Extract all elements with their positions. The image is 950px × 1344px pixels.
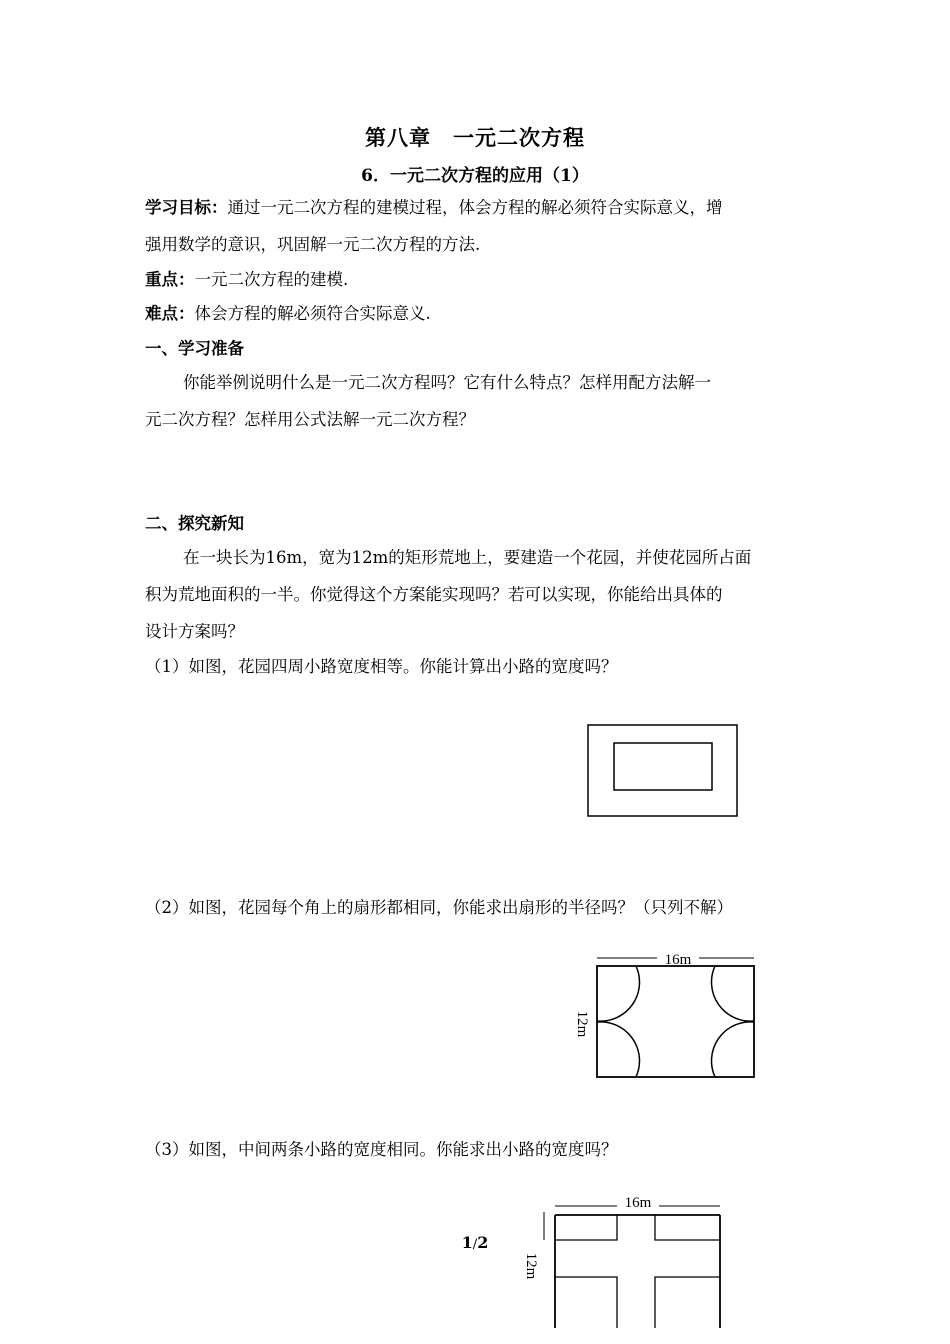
figure2-sector-top-left	[597, 966, 640, 1021]
question-2: （2）如图，花园每个角上的扇形都相同，你能求出扇形的半径吗？（只列不解）	[145, 898, 733, 917]
figure3-width-label: 12m	[523, 1252, 539, 1280]
figure-corner-sectors	[560, 945, 760, 1080]
page-title: 第八章 一元二次方程	[365, 125, 585, 150]
section2-para-1: 在一块长为16m，宽为12m的矩形荒地上，要建造一个花园，并使花园所占面	[183, 548, 752, 567]
section1-para-1: 你能举例说明什么是一元二次方程吗？它有什么特点？怎样用配方法解一	[183, 373, 711, 392]
figure2-width-label: 12m	[574, 1010, 590, 1038]
section1-para-2: 元二次方程？怎样用公式法解一元二次方程？	[145, 410, 475, 429]
figure2-sector-bottom-right	[711, 1022, 754, 1077]
page-separator: /	[472, 1237, 478, 1252]
objectives-text-1: 通过一元二次方程的建模过程，体会方程的解必须符合实际意义，增	[227, 198, 723, 217]
page-current: 1	[461, 1233, 473, 1252]
difficulty-label: 难点：	[145, 304, 195, 323]
key-point-text: 一元二次方程的建模.	[194, 270, 349, 289]
figure1-outer-rect	[588, 725, 737, 816]
key-point-label: 重点：	[145, 270, 195, 289]
figure2-length-label: 16m	[664, 952, 692, 968]
figure2-sector-bottom-left	[597, 1022, 640, 1077]
key-point	[145, 268, 348, 292]
figure2-rect	[597, 966, 754, 1077]
figure-border-path	[587, 724, 739, 818]
question-3: （3）如图，中间两条小路的宽度相同。你能求出小路的宽度吗？	[145, 1140, 618, 1159]
figure1-inner-rect	[614, 743, 712, 790]
figure-cross-paths	[515, 1188, 725, 1328]
page-total: 2	[477, 1233, 489, 1252]
page-number	[0, 1233, 950, 1252]
difficulty	[145, 302, 431, 326]
section2-para-3: 设计方案吗？	[145, 622, 244, 641]
figure3-path-bottom-right	[655, 1277, 720, 1328]
lesson-title: 6．一元二次方程的应用（1）	[361, 166, 589, 186]
objectives-line-2: 强用数学的意识，巩固解一元二次方程的方法.	[145, 235, 481, 254]
figure3-length-label: 16m	[624, 1195, 652, 1211]
section2-heading: 二、探究新知	[145, 514, 244, 533]
question-1: （1）如图，花园四周小路宽度相等。你能计算出小路的宽度吗？	[145, 657, 618, 676]
objectives-label: 学习目标：	[145, 198, 228, 217]
section1-heading: 一、学习准备	[145, 339, 244, 358]
difficulty-text: 体会方程的解必须符合实际意义.	[194, 304, 431, 323]
figure3-path-bottom-left	[555, 1277, 617, 1328]
figure2-sector-top-right	[711, 966, 754, 1021]
section2-para-2: 积为荒地面积的一半。你觉得这个方案能实现吗？若可以实现，你能给出具体的	[145, 585, 723, 604]
objectives-line-1	[145, 196, 723, 220]
